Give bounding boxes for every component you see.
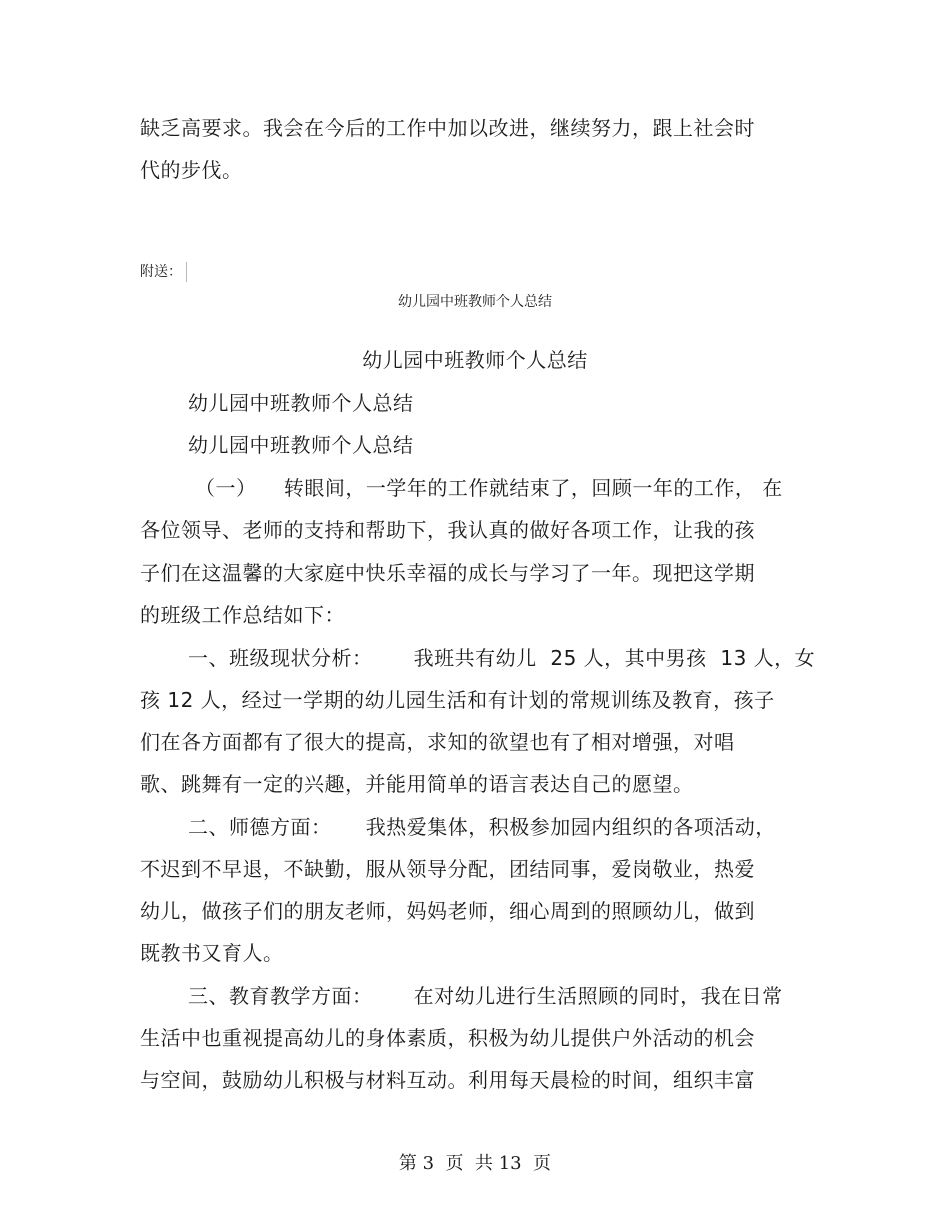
para3-line-4: 既教书又育人。 — [140, 941, 284, 965]
attachment-small-title: 幼儿园中班教师个人总结 — [398, 294, 552, 310]
para1-line-1: （一） 转眼间，一学年的工作就结束了，回顾一年的工作， 在 — [195, 476, 783, 500]
para2-line-4: 歌、跳舞有一定的兴趣，并能用简单的语言表达自己的愿望。 — [140, 772, 694, 796]
para2-line-1: 一、班级现状分析： 我班共有幼儿 25 人，其中男孩 13 人，女 — [188, 646, 816, 670]
para2-line-3: 们在各方面都有了很大的提高，求知的欲望也有了相对增强，对唱 — [140, 730, 735, 754]
para3-line-3: 幼儿，做孩子们的朋友老师，妈妈老师，细心周到的照顾幼儿，做到 — [140, 899, 755, 923]
article-subtitle-2: 幼儿园中班教师个人总结 — [188, 433, 414, 457]
para4-line-3: 与空间，鼓励幼儿积极与材料互动。利用每天晨检的时间，组织丰富 — [140, 1068, 755, 1092]
attachment-label: 附送： — [140, 264, 182, 280]
para1-line-3: 子们在这温馨的大家庭中快乐幸福的成长与学习了一年。现把这学期 — [140, 561, 755, 585]
para1-line-4: 的班级工作总结如下： — [140, 603, 345, 627]
para1-line-2: 各位领导、老师的支持和帮助下，我认真的做好各项工作，让我的孩 — [140, 518, 755, 542]
para3-line-2: 不迟到不早退，不缺勤，服从领导分配，团结同事，爱岗敬业，热爱 — [140, 857, 755, 881]
article-subtitle-1: 幼儿园中班教师个人总结 — [188, 391, 414, 415]
para3-line-1: 二、师德方面： 我热爱集体，积极参加园内组织的各项活动， — [188, 815, 776, 839]
para4-line-1: 三、教育教学方面： 在对幼儿进行生活照顾的同时，我在日常 — [188, 984, 783, 1008]
intro-line-1: 缺乏高要求。我会在今后的工作中加以改进，继续努力，跟上社会时 — [140, 116, 755, 140]
page-footer: 第 3 页 共 13 页 — [398, 1153, 552, 1174]
article-title: 幼儿园中班教师个人总结 — [362, 348, 588, 372]
para2-line-2: 孩 12 人，经过一学期的幼儿园生活和有计划的常规训练及教育，孩子 — [140, 688, 775, 712]
intro-line-2: 代的步伐。 — [140, 158, 243, 182]
para4-line-2: 生活中也重视提高幼儿的身体素质，积极为幼儿提供户外活动的机会 — [140, 1026, 755, 1050]
attachment-divider — [186, 262, 187, 282]
